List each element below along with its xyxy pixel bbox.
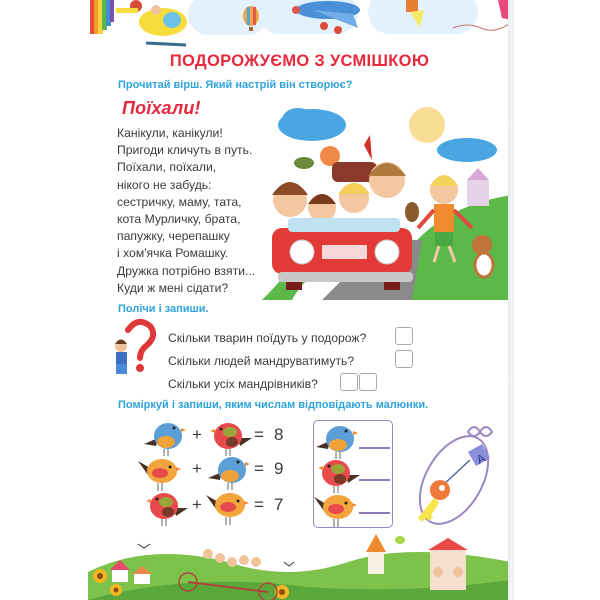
question-people: Скільки людей мандруватимуть? <box>168 354 355 368</box>
equation-result: 7 <box>274 495 284 514</box>
family-car-illustration <box>262 100 512 300</box>
question-animals: Скільки тварин поїдуть у подорож? <box>168 331 367 345</box>
bird-answer-panel <box>313 420 393 528</box>
page-edge <box>508 0 512 600</box>
poem-line: нікого не забудь: <box>117 177 212 192</box>
task2-instruction: Полічи і запиши. <box>118 303 209 315</box>
hot-air-balloon-icon <box>243 6 259 31</box>
poem-line: Дружка потрібно взяти... <box>117 263 256 278</box>
poem-line: Пригоди кличуть в путь. <box>117 143 253 158</box>
poem-line: Куди ж мені сідати? <box>117 280 229 295</box>
answer-line-blue-bird[interactable] <box>359 447 390 449</box>
plus-sign: + <box>192 425 202 444</box>
question-travellers: Скільки усіх мандрівників? <box>168 377 318 391</box>
blue-bird-icon <box>208 452 254 492</box>
poem-line: Поїхали, поїхали, <box>117 160 217 175</box>
top-banner-illustration <box>88 0 511 48</box>
answer-box-travellers-tens[interactable] <box>340 373 358 391</box>
red-bird-icon <box>144 488 190 528</box>
answer-line-red-bird[interactable] <box>359 479 390 481</box>
answer-box-animals[interactable] <box>395 327 413 345</box>
airplane-icon <box>292 1 360 34</box>
key-tag-label: A <box>474 450 488 468</box>
rainbow-icon <box>90 0 114 34</box>
answer-line-orange-bird[interactable] <box>359 512 390 514</box>
poem-title: Поїхали! <box>122 98 201 118</box>
equation-result: 9 <box>274 459 284 478</box>
plus-sign: + <box>192 459 202 478</box>
poem-line: папужку, черепашку <box>117 229 230 244</box>
task3-instruction: Поміркуй і запиши, яким числам відповідають малюнки. <box>118 399 429 411</box>
workbook-page <box>88 0 511 600</box>
helicopter-icon <box>116 0 187 45</box>
plus-sign: + <box>192 495 202 514</box>
blue-bird-icon <box>144 418 190 458</box>
page-title: ПОДОРОЖУЄМО З УСМІШКОЮ <box>169 52 430 70</box>
task1-instruction: Прочитай вірш. Який настрій він створює? <box>118 79 353 91</box>
orange-bird-icon <box>138 453 184 493</box>
orange-bird-icon <box>206 487 252 527</box>
rocket-icon <box>406 0 424 28</box>
poem-line: сестричку, маму, тата, <box>117 194 242 209</box>
poem-line: кота Мурличку, брата, <box>117 212 241 227</box>
equals-sign: = <box>254 459 264 478</box>
answer-box-people[interactable] <box>395 350 413 368</box>
thinking-boy-question-mark-icon <box>106 318 158 376</box>
poem-line: Канікули, канікули! <box>117 126 223 140</box>
key-with-tag-illustration <box>410 420 502 532</box>
kite-icon <box>453 0 511 30</box>
bottom-banner-illustration <box>88 532 511 600</box>
poem-text <box>117 125 255 297</box>
poem-line: і хом'ячка Ромашку. <box>117 246 229 261</box>
answer-box-travellers-units[interactable] <box>359 373 377 391</box>
equals-sign: = <box>254 495 264 514</box>
orange-bird-icon <box>314 489 360 529</box>
equals-sign: = <box>254 425 264 444</box>
equation-result: 8 <box>274 425 284 444</box>
